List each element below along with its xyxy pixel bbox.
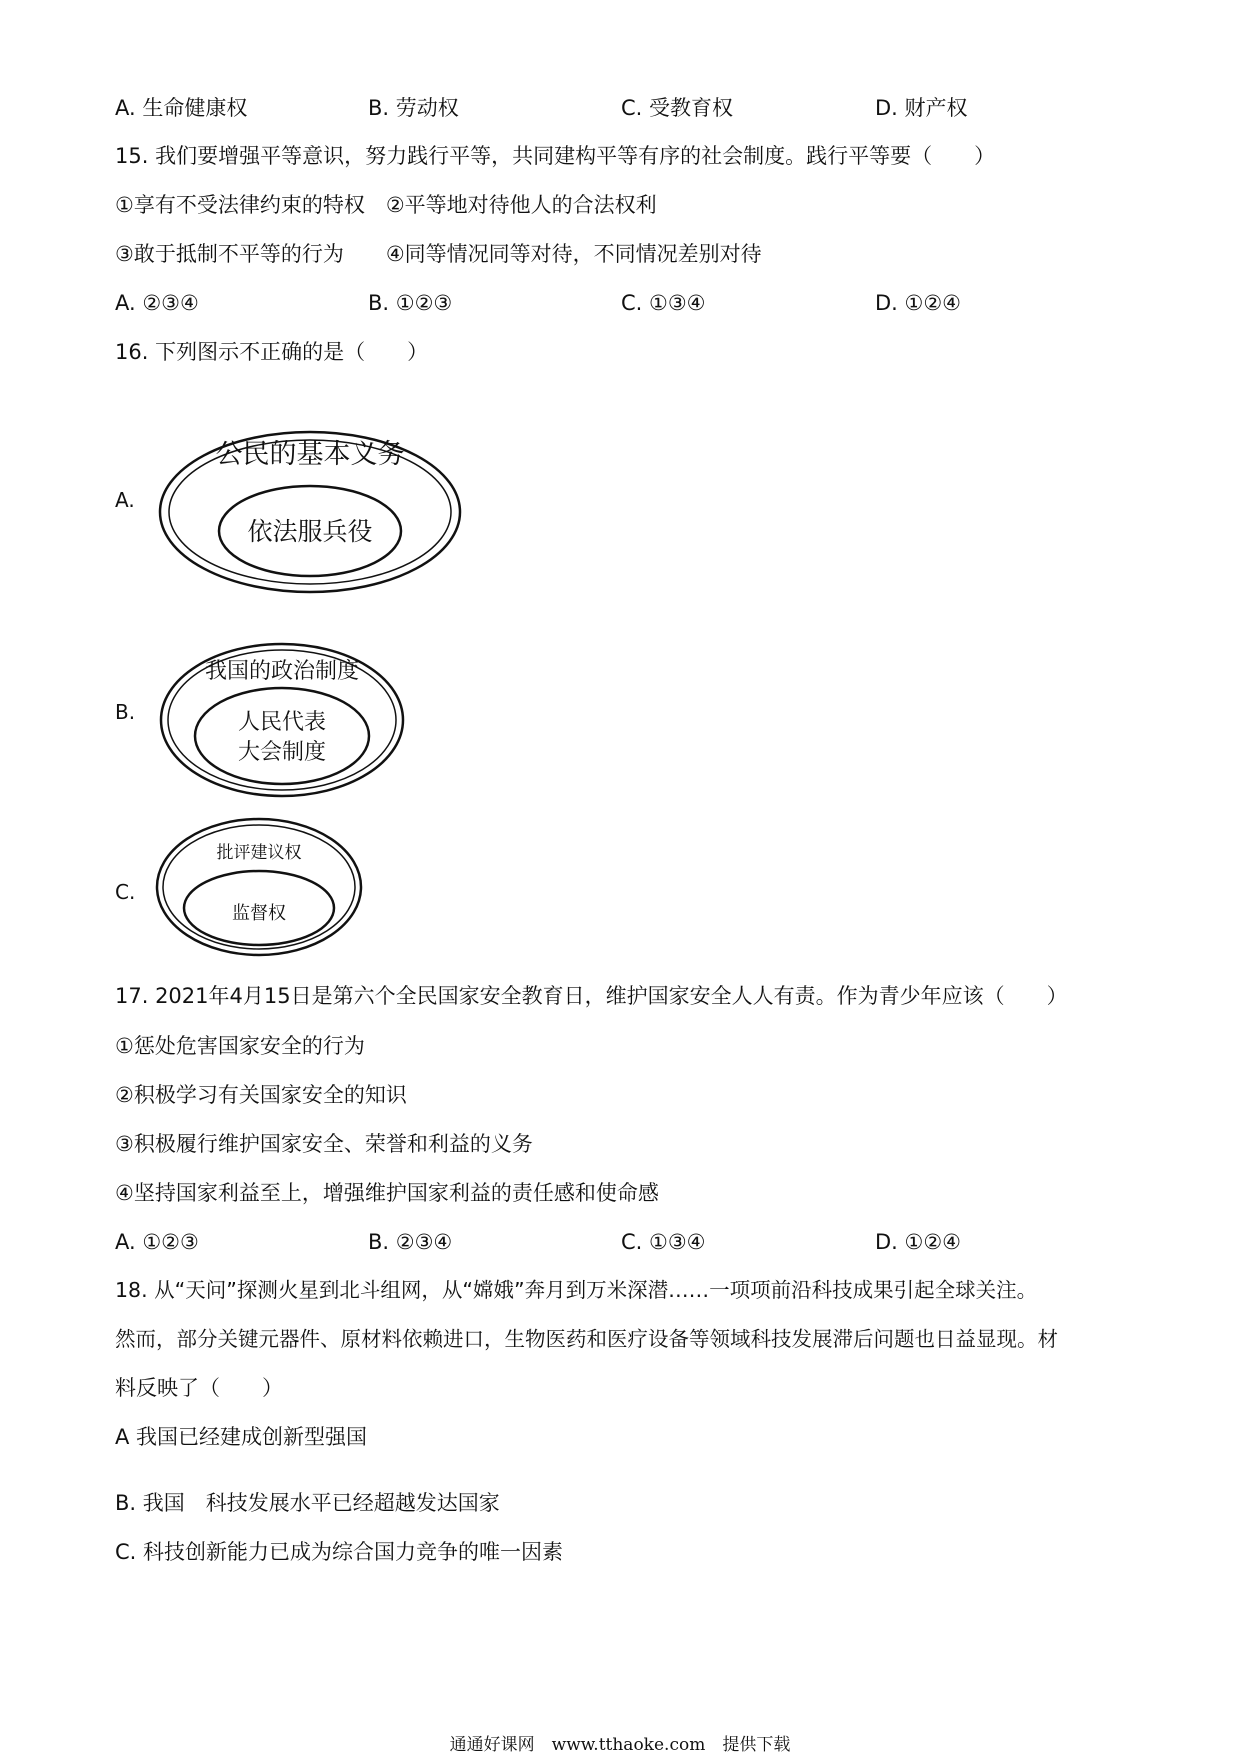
q16-stem: 16. 下列图示不正确的是（ ）: [115, 340, 429, 364]
q17-option-c: C. ①③④: [621, 1230, 706, 1254]
figure-a-label: A.: [115, 488, 135, 512]
q14-option-d: D. 财产权: [875, 96, 968, 120]
q17-item-3: ③积极履行维护国家安全、荣誉和利益的义务: [115, 1132, 533, 1156]
q15-option-a: A. ②③④: [115, 291, 199, 315]
q18-option-b: B. 我国 科技发展水平已经超越发达国家: [115, 1491, 500, 1515]
q17-option-b: B. ②③④: [368, 1230, 453, 1254]
q18-stem-line3: 料反映了（ ）: [115, 1376, 283, 1400]
q15-items-line1: ①享有不受法律约束的特权 ②平等地对待他人的合法权利: [115, 193, 657, 217]
figure-b-diagram: [157, 640, 407, 800]
q17-item-2: ②积极学习有关国家安全的知识: [115, 1083, 407, 1107]
figure-c-label: C.: [115, 880, 136, 904]
q18-option-c: C. 科技创新能力已成为综合国力竞争的唯一因素: [115, 1540, 564, 1564]
q15-option-c: C. ①③④: [621, 291, 706, 315]
q18-stem-line2: 然而，部分关键元器件、原材料依赖进口，生物医药和医疗设备等领域科技发展滞后问题也日益显现。材: [115, 1327, 1058, 1351]
q18-option-a: A 我国已经建成创新型强国: [115, 1425, 368, 1449]
figure-a-outer-text: 公民的基本义务: [215, 439, 405, 470]
figure-c-outer-ellipse: [157, 819, 361, 955]
q17-option-a: A. ①②③: [115, 1230, 199, 1254]
q14-option-b: B. 劳动权: [368, 96, 459, 120]
q15-items-line2: ③敢于抵制不平等的行为 ④同等情况同等对待，不同情况差别对待: [115, 242, 762, 266]
q17-stem: 17. 2021年4月15日是第六个全民国家安全教育日，维护国家安全人人有责。作为青少年应该（ ）: [115, 984, 1068, 1008]
q17-option-d: D. ①②④: [875, 1230, 961, 1254]
q15-option-b: B. ①②③: [368, 291, 453, 315]
q14-option-c: C. 受教育权: [621, 96, 734, 120]
page-footer: 通通好课网 www.tthaoke.com 提供下载: [449, 1735, 791, 1755]
figure-b-inner-ellipse: [195, 688, 369, 784]
q17-item-4: ④坚持国家利益至上，增强维护国家利益的责任感和使命感: [115, 1181, 659, 1205]
q17-item-1: ①惩处危害国家安全的行为: [115, 1034, 365, 1058]
figure-b-label: B.: [115, 700, 136, 724]
q15-stem: 15. 我们要增强平等意识，努力践行平等，共同建构平等有序的社会制度。践行平等要（ ）: [115, 144, 996, 168]
figure-a-inner-text: 依法服兵役: [247, 517, 373, 546]
q15-option-d: D. ①②④: [875, 291, 961, 315]
figure-c-inner-text: 监督权: [232, 903, 286, 924]
q18-stem-line1: 18. 从“天问”探测火星到北斗组网，从“嫦娥”奔月到万米深潜……一项项前沿科技成果引起全球关注。: [115, 1278, 1038, 1302]
figure-b-outer-text: 我国的政治制度: [204, 659, 360, 684]
figure-c-diagram: [153, 815, 365, 960]
figure-a-diagram: [155, 428, 465, 596]
q14-option-a: A. 生命健康权: [115, 96, 248, 120]
figure-c-outer-text: 批评建议权: [216, 843, 302, 863]
figure-b-inner-text-line2: 大会制度: [237, 740, 327, 765]
figure-b-inner-text-line1: 人民代表: [237, 710, 327, 735]
